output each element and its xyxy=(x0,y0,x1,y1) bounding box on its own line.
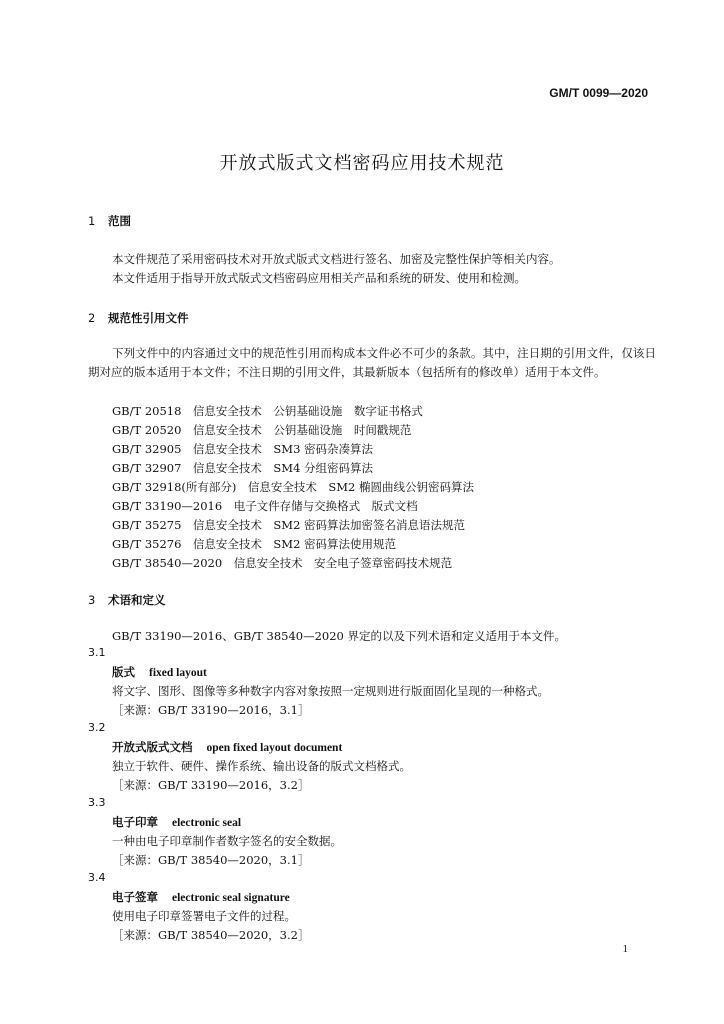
term-number: 3.3 xyxy=(88,796,106,809)
term-title xyxy=(112,889,290,905)
term-definition: 将文字、图形、图像等多种数字内容对象按照一定规则进行版面固化呈现的一种格式。 xyxy=(112,684,549,698)
document-title: 开放式版式文档密码应用技术规范 xyxy=(219,153,505,174)
term-number: 3.4 xyxy=(88,871,106,884)
page-number: 1 xyxy=(622,943,628,955)
term-zh: 电子签章 xyxy=(112,890,158,904)
section-number: 3 xyxy=(88,593,96,607)
section-1-heading xyxy=(88,213,131,229)
term-title xyxy=(112,664,207,680)
term-source: ［来源：GB/T 38540—2020，3.2］ xyxy=(112,928,310,942)
reference-item: GB/T 33190—2016 电子文件存储与交换格式 版式文档 xyxy=(112,499,418,513)
reference-item: GB/T 20518 信息安全技术 公钥基础设施 数字证书格式 xyxy=(112,404,423,418)
scope-paragraph-2: 本文件适用于指导开放式版式文档密码应用相关产品和系统的研发、使用和检测。 xyxy=(112,271,526,285)
section-number: 2 xyxy=(88,311,96,325)
term-source: ［来源：GB/T 33190—2016，3.2］ xyxy=(112,778,310,792)
term-title xyxy=(112,739,342,755)
reference-item: GB/T 32907 信息安全技术 SM4 分组密码算法 xyxy=(112,461,374,475)
reference-item: GB/T 35276 信息安全技术 SM2 密码算法使用规范 xyxy=(112,537,397,551)
reference-item: GB/T 20520 信息安全技术 公钥基础设施 时间戳规范 xyxy=(112,423,412,437)
term-number: 3.2 xyxy=(88,721,106,734)
section-title: 规范性引用文件 xyxy=(108,311,189,325)
term-en: fixed layout xyxy=(149,667,207,679)
reference-item: GB/T 35275 信息安全技术 SM2 密码算法加密签名消息语法规范 xyxy=(112,518,466,532)
term-en: open fixed layout document xyxy=(206,742,343,754)
standard-code: GM/T 0099—2020 xyxy=(549,86,648,100)
term-number: 3.1 xyxy=(88,646,106,659)
term-zh: 电子印章 xyxy=(112,815,158,829)
scope-paragraph-1: 本文件规范了采用密码技术对开放式版式文档进行签名、加密及完整性保护等相关内容。 xyxy=(112,252,561,266)
term-zh: 版式 xyxy=(112,665,135,679)
reference-item: GB/T 32905 信息安全技术 SM3 密码杂凑算法 xyxy=(112,442,374,456)
term-source: ［来源：GB/T 38540—2020，3.1］ xyxy=(112,853,310,867)
reference-item: GB/T 32918(所有部分) 信息安全技术 SM2 椭圆曲线公钥密码算法 xyxy=(112,480,475,494)
section-title: 范围 xyxy=(108,214,131,228)
term-definition: 一种由电子印章制作者数字签名的安全数据。 xyxy=(112,834,342,848)
reference-item: GB/T 38540—2020 信息安全技术 安全电子签章密码技术规范 xyxy=(112,556,453,570)
section-2-heading xyxy=(88,310,189,326)
term-definition: 独立于软件、硬件、操作系统、输出设备的版式文档格式。 xyxy=(112,759,411,773)
section-number: 1 xyxy=(88,214,96,228)
terms-intro: GB/T 33190—2016、GB/T 38540—2020 界定的以及下列术语和定义适用于本文件。 xyxy=(112,629,567,643)
normative-references-intro: 下列文件中的内容通过文中的规范性引用而构成本文件必不可少的条款。其中，注日期的引用文件，仅该日期对应的版本适用于本文件；不注日期的引用文件，其最新版本（包括所有的修改单）适用于本文件。 xyxy=(88,346,656,379)
term-zh: 开放式版式文档 xyxy=(112,740,193,754)
term-source: ［来源：GB/T 33190—2016，3.1］ xyxy=(112,703,310,717)
section-3-heading xyxy=(88,592,166,608)
term-definition: 使用电子印章签署电子文件的过程。 xyxy=(112,909,296,923)
term-title xyxy=(112,814,241,830)
term-en: electronic seal xyxy=(172,817,242,829)
term-en: electronic seal signature xyxy=(172,892,290,904)
section-title: 术语和定义 xyxy=(108,593,166,607)
